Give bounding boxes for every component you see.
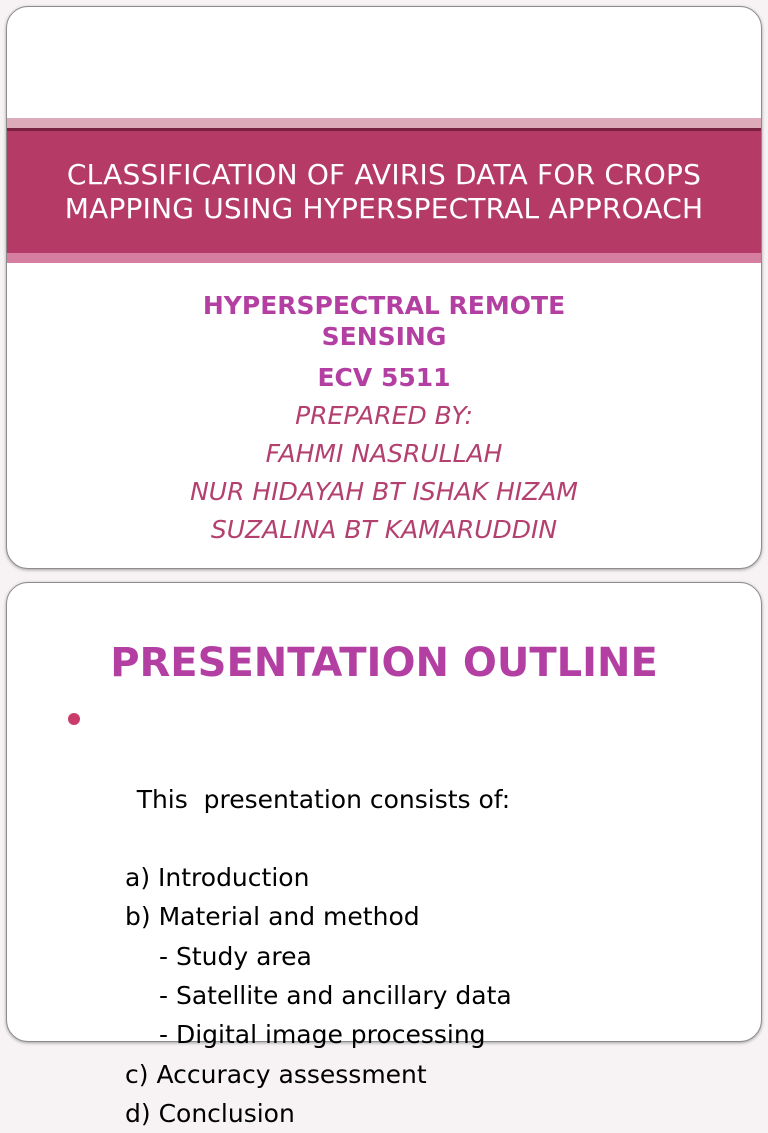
author-name: NUR HIDAYAH BT ISHAK HIZAM [190, 477, 578, 506]
outline-item: b) Material and method [125, 902, 420, 932]
outline-title: PRESENTATION OUTLINE [110, 640, 658, 686]
bullet-dot-icon [68, 713, 80, 725]
outline-item: d) Conclusion [125, 1098, 295, 1128]
course-code: ECV 5511 [317, 363, 451, 392]
outline-item: c) Accuracy assessment [125, 1059, 427, 1089]
subtitle-block [7, 290, 761, 545]
author-name: FAHMI NASRULLAH [265, 439, 503, 468]
decorative-band-bottom [7, 253, 761, 263]
outline-subitem: - Study area [159, 941, 312, 971]
presentation-title: CLASSIFICATION OF AVIRIS DATA FOR CROPS MAPPING USING HYPERSPECTRAL APPROACH [64, 158, 704, 225]
outline-item: a) Introduction [125, 863, 310, 893]
title-slide [6, 6, 762, 569]
author-name: SUZALINA BT KAMARUDDIN [210, 515, 558, 544]
outline-subitem: - Digital image processing [159, 1020, 486, 1050]
course-name: HYPERSPECTRAL REMOTE SENSING [202, 291, 566, 351]
outline-bullet-text: This presentation consists of: [136, 784, 511, 814]
outline-slide [6, 582, 762, 1128]
decorative-band-top [7, 118, 761, 128]
title-band [7, 131, 761, 253]
outline-bullet-line [89, 701, 512, 858]
outline-subitem: - Satellite and ancillary data [159, 981, 512, 1011]
prepared-by-label: PREPARED BY: [295, 401, 473, 430]
outline-list [89, 701, 512, 1133]
